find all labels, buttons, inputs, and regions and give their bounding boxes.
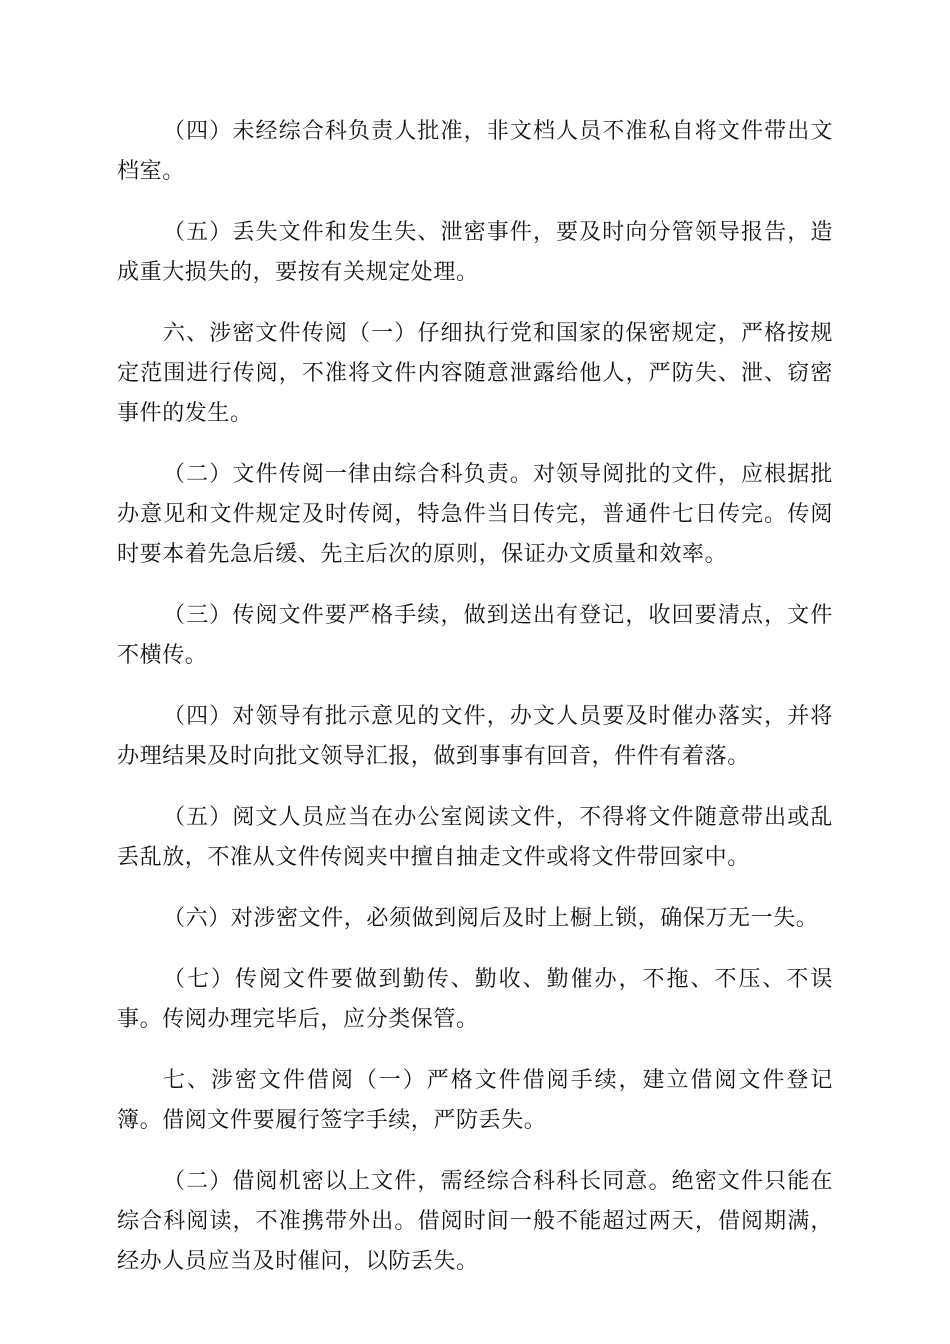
paragraph-1: （四）未经综合科负责人批准，非文档人员不准私自将文件带出文档室。 xyxy=(117,119,833,184)
paragraph-3: 六、涉密文件传阅（一）仔细执行党和国家的保密规定，严格按规定范围进行传阅，不准将文件内容随意泄露给他人，严防失、泄、窃密事件的发生。 xyxy=(117,321,833,426)
paragraph-10: 七、涉密文件借阅（一）严格文件借阅手续，建立借阅文件登记簿。借阅文件要履行签字手续，严防丢失。 xyxy=(117,1068,833,1133)
paragraph-6: （四）对领导有批示意见的文件，办文人员要及时催办落实，并将办理结果及时向批文领导汇报，做到事事有回音，件件有着落。 xyxy=(117,704,833,769)
paragraph-7: （五）阅文人员应当在办公室阅读文件，不得将文件随意带出或乱丢乱放，不准从文件传阅夹中擅自抽走文件或将文件带回家中。 xyxy=(117,805,833,870)
paragraph-9: （七）传阅文件要做到勤传、勤收、勤催办，不拖、不压、不误事。传阅办理完毕后，应分类保管。 xyxy=(117,967,833,1032)
paragraph-8: （六）对涉密文件，必须做到阅后及时上橱上锁，确保万无一失。 xyxy=(163,906,819,931)
paragraph-2: （五）丢失文件和发生失、泄密事件，要及时向分管领导报告，造成重大损失的，要按有关规定处理。 xyxy=(117,220,833,285)
paragraph-11: （二）借阅机密以上文件，需经综合科科长同意。绝密文件只能在综合科阅读，不准携带外出。借阅时间一般不能超过两天，借阅期满，经办人员应当及时催问，以防丢失。 xyxy=(117,1169,833,1274)
paragraph-5: （三）传阅文件要严格手续，做到送出有登记，收回要清点，文件不横传。 xyxy=(117,603,833,668)
paragraph-4: （二）文件传阅一律由综合科负责。对领导阅批的文件，应根据批办意见和文件规定及时传阅，特急件当日传完，普通件七日传完。传阅时要本着先急后缓、先主后次的原则，保证办文质量和效率。 xyxy=(117,462,833,567)
document-body xyxy=(117,112,833,1303)
